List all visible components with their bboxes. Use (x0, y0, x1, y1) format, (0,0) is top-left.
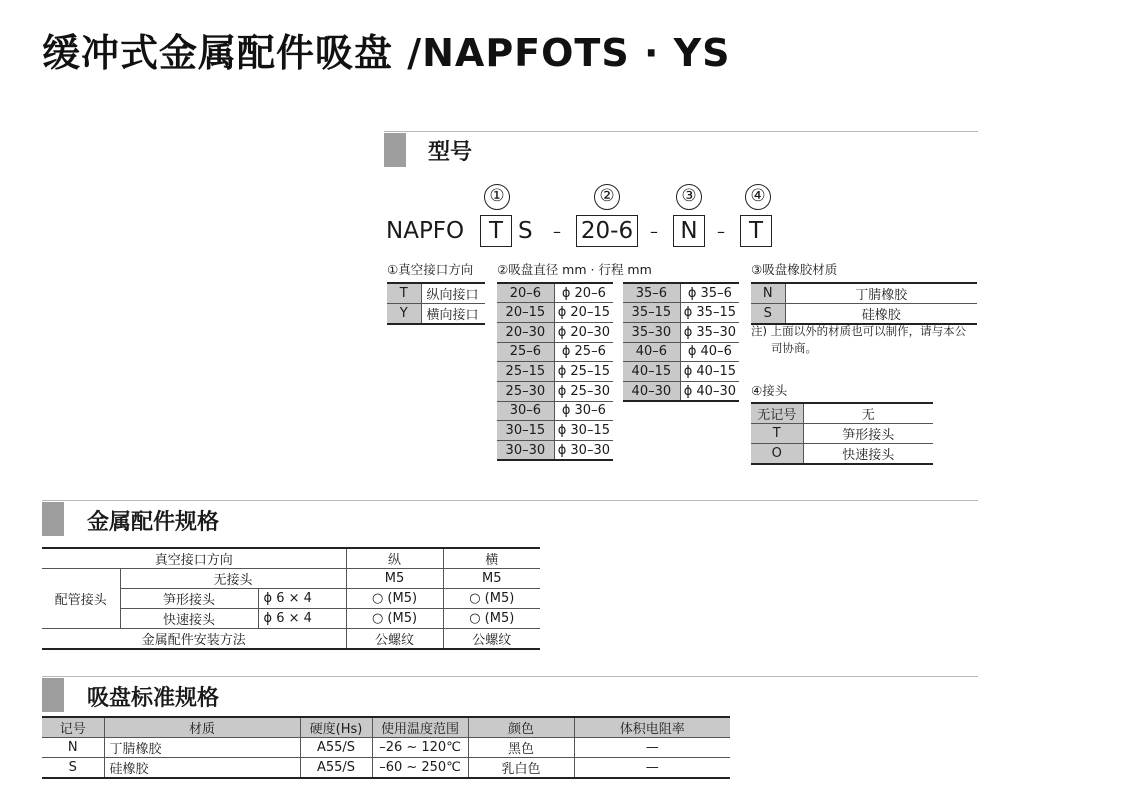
marker-4: ④ (745, 184, 771, 210)
size-code: 30–30 (497, 441, 554, 461)
material-label: ③吸盘橡胶材质 (751, 262, 838, 277)
cell: A55/S (300, 758, 372, 779)
page-title: 缓冲式金属配件吸盘 /NAPFOTS · YS (42, 31, 731, 75)
fitting-code: 无记号 (751, 403, 803, 424)
dash: – (717, 222, 725, 241)
cell: 乳白色 (468, 758, 574, 779)
quick-fitting: 快速接头 (120, 609, 258, 629)
cell: S (42, 758, 104, 779)
barb-size: ϕ 6 × 4 (258, 589, 346, 609)
quick-size: ϕ 6 × 4 (258, 609, 346, 629)
size-code: 40–6 (623, 342, 680, 362)
size-value: ϕ 20–15 (554, 303, 613, 323)
size-table-1 (497, 282, 613, 461)
direction-desc: 横向接口 (426, 308, 479, 323)
fitting-code: O (751, 444, 803, 465)
size-value: ϕ 20–6 (554, 283, 613, 303)
cell: 公螺纹 (443, 629, 540, 650)
header-color: 颜色 (468, 717, 574, 738)
cell: ○ (M5) (443, 609, 540, 629)
section-divider (384, 131, 978, 132)
section-divider (42, 500, 978, 501)
material-desc: 硅橡胶 (861, 308, 901, 323)
cell: –60 ~ 250℃ (372, 758, 468, 779)
size-code: 30–6 (497, 401, 554, 421)
model-prefix: NAPFO (386, 218, 465, 244)
size-value: ϕ 40–30 (683, 383, 736, 399)
cell: –26 ~ 120℃ (372, 738, 468, 758)
section-marker (42, 678, 64, 712)
size-value: ϕ 30–15 (554, 421, 613, 441)
no-fitting: 无接头 (120, 569, 346, 589)
material-code: N (751, 283, 785, 304)
std-spec-table (42, 716, 730, 779)
model-section-title: 型号 (428, 140, 473, 165)
size-table-2 (623, 282, 739, 402)
model-box-direction: T (480, 215, 512, 247)
model-box-material: N (673, 215, 705, 247)
marker-3: ③ (676, 184, 702, 210)
header-temp: 使用温度范围 (372, 717, 468, 738)
header-direction: 真空接口方向 (42, 548, 346, 569)
direction-code: Y (387, 304, 421, 325)
cell: M5 (346, 569, 443, 589)
header-horizontal: 横 (443, 548, 540, 569)
marker-1: ① (484, 184, 510, 210)
fitting-desc: 无 (803, 403, 933, 424)
cell: ○ (M5) (443, 589, 540, 609)
cell: — (574, 738, 730, 758)
cell: M5 (443, 569, 540, 589)
cell: N (42, 738, 104, 758)
size-code: 20–15 (497, 303, 554, 323)
size-value: ϕ 40–6 (680, 342, 739, 362)
size-code: 35–6 (623, 283, 680, 303)
fitting-table (751, 402, 933, 465)
size-code: 35–15 (623, 303, 680, 323)
size-code: 25–6 (497, 342, 554, 362)
fitting-desc: 快速接头 (842, 448, 895, 463)
size-code: 20–30 (497, 322, 554, 342)
pipe-fitting-label: 配管接头 (42, 569, 120, 629)
size-value: ϕ 40–15 (680, 362, 739, 382)
metal-section-title: 金属配件规格 (87, 510, 220, 535)
cell: ○ (M5) (346, 609, 443, 629)
header-resistivity: 体积电阻率 (574, 717, 730, 738)
direction-label: ①真空接口方向 (387, 262, 474, 277)
cell: 公螺纹 (346, 629, 443, 650)
section-marker (384, 133, 406, 167)
cell: 黑色 (468, 738, 574, 758)
dash: – (553, 222, 561, 241)
section-divider (42, 676, 978, 677)
size-value: ϕ 35–15 (680, 303, 739, 323)
direction-desc: 纵向接口 (421, 283, 485, 304)
header-code: 记号 (42, 717, 104, 738)
size-code: 20–6 (497, 283, 554, 303)
std-section-title: 吸盘标准规格 (87, 686, 220, 711)
size-code: 30–15 (497, 421, 554, 441)
direction-table (387, 282, 485, 325)
cell: 硅橡胶 (104, 758, 300, 779)
size-value: ϕ 35–6 (680, 283, 739, 303)
size-value: ϕ 25–15 (554, 362, 613, 382)
material-table (751, 282, 977, 325)
size-code: 35–30 (623, 322, 680, 342)
header-material: 材质 (104, 717, 300, 738)
header-hardness: 硬度(Hs) (300, 717, 372, 738)
mount-method: 金属配件安装方法 (42, 629, 346, 650)
size-value: ϕ 30–6 (554, 401, 613, 421)
fitting-desc: 笋形接头 (803, 424, 933, 444)
size-value: ϕ 25–6 (554, 342, 613, 362)
model-box-size: 20-6 (576, 215, 638, 247)
marker-2: ② (594, 184, 620, 210)
fitting-code: T (751, 424, 803, 444)
fitting-label: ④接头 (751, 383, 788, 398)
size-label: ②吸盘直径 mm · 行程 mm (497, 262, 652, 277)
model-box-fitting: T (740, 215, 772, 247)
size-code: 40–15 (623, 362, 680, 382)
model-mid: S (518, 218, 533, 244)
cell: 丁腈橡胶 (104, 738, 300, 758)
header-vertical: 纵 (346, 548, 443, 569)
material-note-line1: 注) 上面以外的材质也可以制作，请与本公 (751, 324, 967, 338)
section-marker (42, 502, 64, 536)
material-note-line2: 司协商。 (771, 341, 817, 355)
direction-code: T (387, 283, 421, 304)
size-code: 25–15 (497, 362, 554, 382)
metal-spec-table (42, 547, 540, 650)
material-code: S (751, 304, 785, 325)
barb-fitting: 笋形接头 (120, 589, 258, 609)
cell: ○ (M5) (346, 589, 443, 609)
cell: — (574, 758, 730, 779)
cell: A55/S (300, 738, 372, 758)
size-value: ϕ 20–30 (554, 322, 613, 342)
size-code: 40–30 (623, 381, 680, 401)
material-desc: 丁腈橡胶 (785, 283, 977, 304)
dash: – (650, 222, 658, 241)
size-value: ϕ 25–30 (554, 381, 613, 401)
size-code: 25–30 (497, 381, 554, 401)
size-value: ϕ 30–30 (557, 442, 610, 458)
size-value: ϕ 35–30 (680, 322, 739, 342)
